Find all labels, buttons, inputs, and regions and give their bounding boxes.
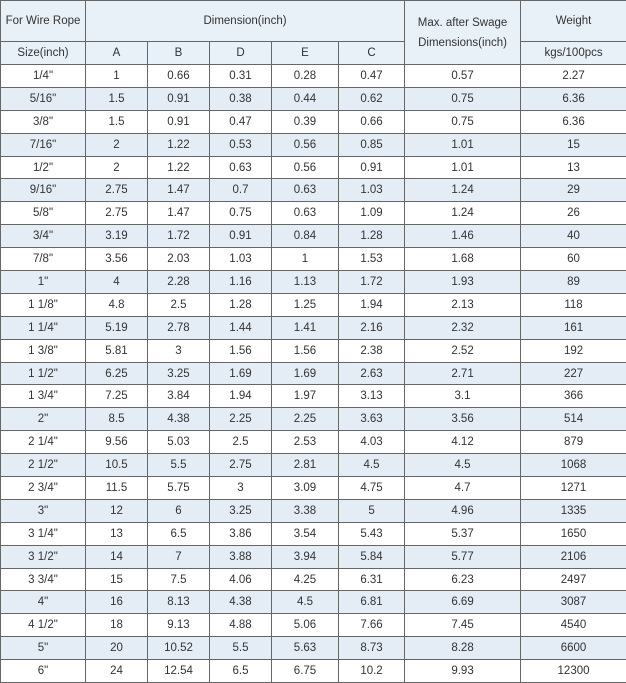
cell-size: 3 1/4" xyxy=(1,523,86,546)
cell-e: 0.63 xyxy=(272,179,339,202)
cell-a: 2 xyxy=(86,157,148,180)
cell-a: 5.19 xyxy=(86,317,148,340)
cell-weight: 15 xyxy=(521,134,626,157)
table-row xyxy=(1,65,626,88)
cell-swage: 3.56 xyxy=(405,408,521,431)
cell-weight: 4540 xyxy=(521,614,626,637)
cell-c: 7.66 xyxy=(339,614,405,637)
cell-d: 2.75 xyxy=(210,454,272,477)
cell-size: 3" xyxy=(1,500,86,523)
cell-size: 4" xyxy=(1,591,86,614)
cell-b: 1.22 xyxy=(148,134,210,157)
cell-c: 3.63 xyxy=(339,408,405,431)
cell-e: 1.25 xyxy=(272,294,339,317)
cell-e: 1 xyxy=(272,248,339,271)
table-row xyxy=(1,271,626,294)
cell-d: 0.31 xyxy=(210,65,272,88)
cell-swage: 0.57 xyxy=(405,65,521,88)
cell-e: 1.97 xyxy=(272,385,339,408)
cell-d: 3.86 xyxy=(210,523,272,546)
header-d: D xyxy=(210,42,272,65)
cell-e: 2.25 xyxy=(272,408,339,431)
cell-b: 1.22 xyxy=(148,157,210,180)
cell-weight: 2106 xyxy=(521,546,626,569)
cell-b: 4.38 xyxy=(148,408,210,431)
table-row xyxy=(1,202,626,225)
cell-weight: 1650 xyxy=(521,523,626,546)
cell-weight: 89 xyxy=(521,271,626,294)
cell-c: 0.62 xyxy=(339,88,405,111)
cell-c: 6.81 xyxy=(339,591,405,614)
cell-b: 0.91 xyxy=(148,88,210,111)
cell-swage: 6.23 xyxy=(405,569,521,592)
cell-weight: 118 xyxy=(521,294,626,317)
table-row xyxy=(1,637,626,660)
cell-a: 18 xyxy=(86,614,148,637)
cell-d: 6.5 xyxy=(210,660,272,683)
cell-e: 1.41 xyxy=(272,317,339,340)
cell-weight: 161 xyxy=(521,317,626,340)
cell-b: 1.47 xyxy=(148,179,210,202)
cell-d: 0.75 xyxy=(210,202,272,225)
cell-d: 2.25 xyxy=(210,408,272,431)
cell-swage: 1.01 xyxy=(405,157,521,180)
cell-b: 5.03 xyxy=(148,431,210,454)
cell-c: 3.13 xyxy=(339,385,405,408)
cell-a: 7.25 xyxy=(86,385,148,408)
cell-b: 8.13 xyxy=(148,591,210,614)
cell-c: 1.09 xyxy=(339,202,405,225)
cell-swage: 2.71 xyxy=(405,363,521,386)
cell-e: 6.75 xyxy=(272,660,339,683)
cell-size: 5/8" xyxy=(1,202,86,225)
cell-e: 5.63 xyxy=(272,637,339,660)
cell-swage: 9.93 xyxy=(405,660,521,683)
cell-c: 0.66 xyxy=(339,111,405,134)
cell-e: 0.39 xyxy=(272,111,339,134)
cell-weight: 3087 xyxy=(521,591,626,614)
cell-b: 0.66 xyxy=(148,65,210,88)
cell-swage: 4.5 xyxy=(405,454,521,477)
cell-swage: 1.93 xyxy=(405,271,521,294)
cell-c: 5.43 xyxy=(339,523,405,546)
cell-d: 0.7 xyxy=(210,179,272,202)
cell-d: 2.5 xyxy=(210,431,272,454)
cell-weight: 12300 xyxy=(521,660,626,683)
cell-c: 8.73 xyxy=(339,637,405,660)
cell-a: 1 xyxy=(86,65,148,88)
cell-swage: 1.68 xyxy=(405,248,521,271)
cell-size: 2" xyxy=(1,408,86,431)
cell-c: 4.75 xyxy=(339,477,405,500)
cell-e: 4.25 xyxy=(272,569,339,592)
cell-e: 0.56 xyxy=(272,134,339,157)
cell-d: 0.38 xyxy=(210,88,272,111)
cell-swage: 2.13 xyxy=(405,294,521,317)
cell-a: 3.56 xyxy=(86,248,148,271)
cell-weight: 2497 xyxy=(521,569,626,592)
table-row xyxy=(1,477,626,500)
cell-a: 11.5 xyxy=(86,477,148,500)
cell-b: 5.5 xyxy=(148,454,210,477)
cell-size: 1/4" xyxy=(1,65,86,88)
cell-c: 0.91 xyxy=(339,157,405,180)
cell-d: 1.69 xyxy=(210,363,272,386)
cell-a: 2.75 xyxy=(86,179,148,202)
table-row xyxy=(1,591,626,614)
header-b: B xyxy=(148,42,210,65)
table-row xyxy=(1,523,626,546)
cell-d: 1.03 xyxy=(210,248,272,271)
cell-weight: 60 xyxy=(521,248,626,271)
table-row xyxy=(1,134,626,157)
cell-weight: 2.27 xyxy=(521,65,626,88)
cell-a: 8.5 xyxy=(86,408,148,431)
cell-weight: 1335 xyxy=(521,500,626,523)
cell-b: 0.91 xyxy=(148,111,210,134)
cell-size: 3 3/4" xyxy=(1,569,86,592)
cell-d: 1.28 xyxy=(210,294,272,317)
cell-c: 4.03 xyxy=(339,431,405,454)
table-row xyxy=(1,157,626,180)
cell-size: 1 3/4" xyxy=(1,385,86,408)
cell-b: 3 xyxy=(148,340,210,363)
table-row xyxy=(1,363,626,386)
cell-e: 0.84 xyxy=(272,225,339,248)
table-row xyxy=(1,660,626,683)
cell-size: 5/16" xyxy=(1,88,86,111)
cell-a: 1.5 xyxy=(86,88,148,111)
cell-e: 3.09 xyxy=(272,477,339,500)
cell-weight: 1271 xyxy=(521,477,626,500)
cell-a: 3.19 xyxy=(86,225,148,248)
cell-size: 1 3/8" xyxy=(1,340,86,363)
cell-weight: 514 xyxy=(521,408,626,431)
table-row xyxy=(1,225,626,248)
header-weight-unit: kgs/100pcs xyxy=(521,42,626,65)
cell-weight: 366 xyxy=(521,385,626,408)
cell-a: 10.5 xyxy=(86,454,148,477)
cell-weight: 29 xyxy=(521,179,626,202)
cell-weight: 6600 xyxy=(521,637,626,660)
cell-c: 5 xyxy=(339,500,405,523)
cell-b: 7.5 xyxy=(148,569,210,592)
cell-size: 6" xyxy=(1,660,86,683)
cell-b: 3.25 xyxy=(148,363,210,386)
cell-swage: 1.24 xyxy=(405,202,521,225)
cell-weight: 879 xyxy=(521,431,626,454)
cell-b: 6.5 xyxy=(148,523,210,546)
cell-d: 5.5 xyxy=(210,637,272,660)
cell-c: 1.28 xyxy=(339,225,405,248)
cell-d: 1.16 xyxy=(210,271,272,294)
cell-a: 24 xyxy=(86,660,148,683)
cell-c: 1.53 xyxy=(339,248,405,271)
cell-d: 0.53 xyxy=(210,134,272,157)
cell-d: 3 xyxy=(210,477,272,500)
cell-b: 2.28 xyxy=(148,271,210,294)
cell-size: 7/8" xyxy=(1,248,86,271)
cell-a: 20 xyxy=(86,637,148,660)
cell-e: 5.06 xyxy=(272,614,339,637)
cell-d: 4.06 xyxy=(210,569,272,592)
cell-a: 6.25 xyxy=(86,363,148,386)
cell-e: 2.53 xyxy=(272,431,339,454)
cell-c: 0.47 xyxy=(339,65,405,88)
cell-a: 1.5 xyxy=(86,111,148,134)
cell-c: 10.2 xyxy=(339,660,405,683)
cell-weight: 40 xyxy=(521,225,626,248)
cell-swage: 7.45 xyxy=(405,614,521,637)
table-row xyxy=(1,317,626,340)
cell-a: 9.56 xyxy=(86,431,148,454)
cell-d: 3.88 xyxy=(210,546,272,569)
cell-weight: 26 xyxy=(521,202,626,225)
header-size: Size(inch) xyxy=(1,42,86,65)
cell-d: 0.63 xyxy=(210,157,272,180)
cell-a: 4 xyxy=(86,271,148,294)
cell-a: 5.81 xyxy=(86,340,148,363)
cell-swage: 4.7 xyxy=(405,477,521,500)
table-row xyxy=(1,111,626,134)
table-row xyxy=(1,88,626,111)
cell-a: 12 xyxy=(86,500,148,523)
cell-e: 3.38 xyxy=(272,500,339,523)
cell-c: 4.5 xyxy=(339,454,405,477)
cell-weight: 6.36 xyxy=(521,111,626,134)
cell-a: 4.8 xyxy=(86,294,148,317)
table-row xyxy=(1,500,626,523)
cell-b: 2.5 xyxy=(148,294,210,317)
cell-size: 5" xyxy=(1,637,86,660)
header-wire-rope: For Wire Rope xyxy=(1,1,86,42)
cell-size: 2 1/4" xyxy=(1,431,86,454)
table-row xyxy=(1,248,626,271)
cell-b: 3.84 xyxy=(148,385,210,408)
cell-e: 0.28 xyxy=(272,65,339,88)
cell-b: 7 xyxy=(148,546,210,569)
cell-b: 1.72 xyxy=(148,225,210,248)
cell-size: 2 1/2" xyxy=(1,454,86,477)
cell-e: 3.54 xyxy=(272,523,339,546)
cell-b: 12.54 xyxy=(148,660,210,683)
cell-size: 3/8" xyxy=(1,111,86,134)
table-row xyxy=(1,431,626,454)
cell-swage: 4.12 xyxy=(405,431,521,454)
cell-e: 3.94 xyxy=(272,546,339,569)
cell-e: 0.63 xyxy=(272,202,339,225)
cell-weight: 13 xyxy=(521,157,626,180)
cell-swage: 3.1 xyxy=(405,385,521,408)
table-row xyxy=(1,340,626,363)
cell-d: 1.44 xyxy=(210,317,272,340)
table-row xyxy=(1,614,626,637)
cell-a: 13 xyxy=(86,523,148,546)
header-c: C xyxy=(339,42,405,65)
cell-weight: 1068 xyxy=(521,454,626,477)
cell-d: 0.47 xyxy=(210,111,272,134)
cell-swage: 1.24 xyxy=(405,179,521,202)
cell-c: 1.94 xyxy=(339,294,405,317)
cell-c: 1.72 xyxy=(339,271,405,294)
cell-a: 16 xyxy=(86,591,148,614)
table-row xyxy=(1,385,626,408)
cell-c: 2.16 xyxy=(339,317,405,340)
cell-a: 15 xyxy=(86,569,148,592)
cell-a: 14 xyxy=(86,546,148,569)
header-dimension: Dimension(inch) xyxy=(86,1,405,42)
table-row xyxy=(1,546,626,569)
cell-b: 2.78 xyxy=(148,317,210,340)
cell-weight: 6.36 xyxy=(521,88,626,111)
cell-c: 5.84 xyxy=(339,546,405,569)
cell-d: 4.88 xyxy=(210,614,272,637)
header-swage: Max. after Swage Dimensions(inch) xyxy=(405,1,521,65)
cell-d: 1.94 xyxy=(210,385,272,408)
header-a: A xyxy=(86,42,148,65)
cell-size: 1 1/4" xyxy=(1,317,86,340)
cell-swage: 1.46 xyxy=(405,225,521,248)
cell-e: 0.56 xyxy=(272,157,339,180)
cell-size: 1 1/2" xyxy=(1,363,86,386)
cell-swage: 1.01 xyxy=(405,134,521,157)
cell-e: 2.81 xyxy=(272,454,339,477)
cell-a: 2 xyxy=(86,134,148,157)
cell-swage: 2.52 xyxy=(405,340,521,363)
cell-b: 10.52 xyxy=(148,637,210,660)
cell-size: 1/2" xyxy=(1,157,86,180)
cell-size: 9/16" xyxy=(1,179,86,202)
cell-b: 2.03 xyxy=(148,248,210,271)
cell-swage: 0.75 xyxy=(405,111,521,134)
cell-swage: 0.75 xyxy=(405,88,521,111)
cell-e: 4.5 xyxy=(272,591,339,614)
cell-e: 1.13 xyxy=(272,271,339,294)
cell-b: 6 xyxy=(148,500,210,523)
cell-size: 3/4" xyxy=(1,225,86,248)
cell-b: 5.75 xyxy=(148,477,210,500)
cell-e: 1.56 xyxy=(272,340,339,363)
header-weight: Weight xyxy=(521,1,626,42)
cell-size: 1 1/8" xyxy=(1,294,86,317)
table-row xyxy=(1,454,626,477)
cell-e: 0.44 xyxy=(272,88,339,111)
cell-swage: 8.28 xyxy=(405,637,521,660)
table-row xyxy=(1,408,626,431)
cell-d: 0.91 xyxy=(210,225,272,248)
cell-d: 1.56 xyxy=(210,340,272,363)
cell-size: 7/16" xyxy=(1,134,86,157)
cell-b: 1.47 xyxy=(148,202,210,225)
table-row xyxy=(1,294,626,317)
cell-b: 9.13 xyxy=(148,614,210,637)
cell-swage: 5.37 xyxy=(405,523,521,546)
header-e: E xyxy=(272,42,339,65)
cell-swage: 2.32 xyxy=(405,317,521,340)
cell-d: 3.25 xyxy=(210,500,272,523)
cell-weight: 227 xyxy=(521,363,626,386)
cell-weight: 192 xyxy=(521,340,626,363)
cell-c: 1.03 xyxy=(339,179,405,202)
table-body xyxy=(1,65,626,683)
cell-d: 4.38 xyxy=(210,591,272,614)
cell-size: 1" xyxy=(1,271,86,294)
cell-c: 2.63 xyxy=(339,363,405,386)
table-row xyxy=(1,179,626,202)
cell-size: 3 1/2" xyxy=(1,546,86,569)
cell-size: 4 1/2" xyxy=(1,614,86,637)
cell-size: 2 3/4" xyxy=(1,477,86,500)
cell-c: 2.38 xyxy=(339,340,405,363)
cell-swage: 4.96 xyxy=(405,500,521,523)
cell-swage: 5.77 xyxy=(405,546,521,569)
cell-c: 6.31 xyxy=(339,569,405,592)
cell-c: 0.85 xyxy=(339,134,405,157)
table-row xyxy=(1,569,626,592)
cell-e: 1.69 xyxy=(272,363,339,386)
cell-swage: 6.69 xyxy=(405,591,521,614)
cell-a: 2.75 xyxy=(86,202,148,225)
